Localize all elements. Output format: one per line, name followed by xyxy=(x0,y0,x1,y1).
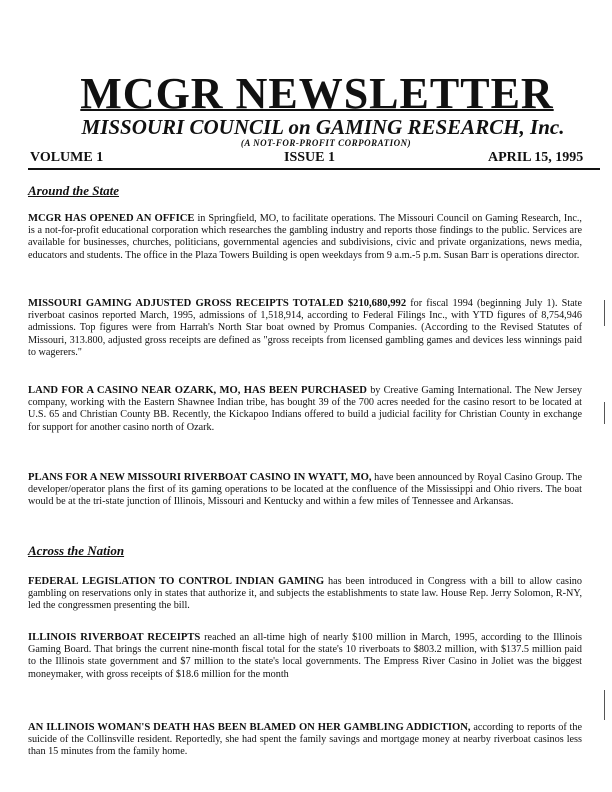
article-illinois-death xyxy=(28,722,582,759)
article-gross-receipts xyxy=(28,298,582,359)
article-body: by Creative Gaming International. The New Jersey company, working with the Eastern Shawnee Indian tribe, has bought 39 of the 700 acres needed for the casino resort to be located at U.S. 65 and Christian County BB. Recently, the Kickapoo Indians offered to build a judicial facility for Christian County in exchange for support for another casino north of Ozark. xyxy=(28,385,582,433)
masthead xyxy=(0,69,612,148)
article-headline: AN ILLINOIS WOMAN'S DEATH HAS BEEN BLAMED ON HER GAMBLING ADDICTION, xyxy=(28,722,471,733)
article-body: reached an all-time high of nearly $100 million in March, 1995, according to the Illinois Gaming Board. That brings the current nine-month fiscal total for the state's 10 riverboats to $803.2 million, with $137.5 million paid to the Illinois state government and $7 million to the state's local governments. The Empress River Casino in Joliet was the biggest moneymaker, with gross receipts of $18.6 million for the month xyxy=(28,632,582,680)
organization-name: MISSOURI COUNCIL on GAMING RESEARCH, Inc. xyxy=(81,115,565,139)
article-body: for fiscal 1994 (beginning July 1). State riverboat casinos reported March, 1995, admissions of 1,518,914, according to Federal Filings Inc., with YTD figures of 8,754,946 admissions. Top figures were from Harrah's North Star boat owned by Promus Companies. (According to the Revised Statutes of Missouri, 313.800, adjusted gross receipts are defined as "gross receipts from licensed gambling games and devices less winnings paid to wagerers." xyxy=(28,298,583,358)
article-headline: FEDERAL LEGISLATION TO CONTROL INDIAN GAMING xyxy=(28,576,325,587)
newsletter-title: MCGR NEWSLETTER xyxy=(80,69,554,118)
section-heading-state: Around the State xyxy=(28,183,120,198)
scan-edge-mark xyxy=(604,402,605,424)
article-headline: ILLINOIS RIVERBOAT RECEIPTS xyxy=(28,632,201,643)
article-body: has been introduced in Congress with a bill to allow casino gambling on reservations only in states that authorize it, and subjects the establishments to state law. House Rep. Jerry Solomon, R-NY, led the congressmen presenting the bill. xyxy=(28,576,582,612)
corporation-tagline: (A NOT-FOR-PROFIT CORPORATION) xyxy=(240,138,412,148)
issue-bar xyxy=(28,150,600,170)
article-indian-gaming xyxy=(28,576,582,613)
article-body: according to reports of the suicide of the Collinsville resident. Reportedly, she had spent the family savings and mortgage money at nearby riverboat casinos less than 15 minutes from the family home. xyxy=(28,722,583,758)
volume-label: VOLUME 1 xyxy=(30,150,104,165)
section-heading-nation: Across the Nation xyxy=(28,543,125,558)
issue-label: ISSUE 1 xyxy=(284,150,335,165)
article-headline: MCGR HAS OPENED AN OFFICE xyxy=(28,213,195,224)
article-headline: PLANS FOR A NEW MISSOURI RIVERBOAT CASINO IN WYATT, MO, xyxy=(28,472,372,483)
article-wyatt-casino xyxy=(28,472,582,509)
scan-edge-mark xyxy=(604,690,605,720)
scan-edge-mark xyxy=(604,300,605,326)
article-body: in Springfield, MO, to facilitate operations. The Missouri Council on Gaming Research, Inc., is a not-for-profit educational corporation which researches the gambling industry and reports those findings to the public. Services are available for businesses, churches, politicians, governmental agencies and subdivisions, civic and private organizations, news media, educators and students. The office in the Plaza Towers Building is open weekdays from 9 a.m.-5 p.m. Susan Barr is operations director. xyxy=(28,213,582,261)
article-ozark-land xyxy=(28,385,582,434)
article-office xyxy=(28,213,582,262)
article-body: have been announced by Royal Casino Group. The developer/operator plans the first of its gaming operations to be located at the confluence of the Mississippi and Ohio rivers. The boat would be at the tri-state junction of Illinois, Missouri and Kentucky and within a few miles of Tennessee and Arkansas. xyxy=(28,472,582,508)
article-illinois-receipts xyxy=(28,632,582,681)
article-headline: MISSOURI GAMING ADJUSTED GROSS RECEIPTS TOTALED $210,680,992 xyxy=(28,298,407,309)
issue-date: APRIL 15, 1995 xyxy=(488,150,584,165)
article-headline: LAND FOR A CASINO NEAR OZARK, MO, HAS BEEN PURCHASED xyxy=(28,385,367,396)
